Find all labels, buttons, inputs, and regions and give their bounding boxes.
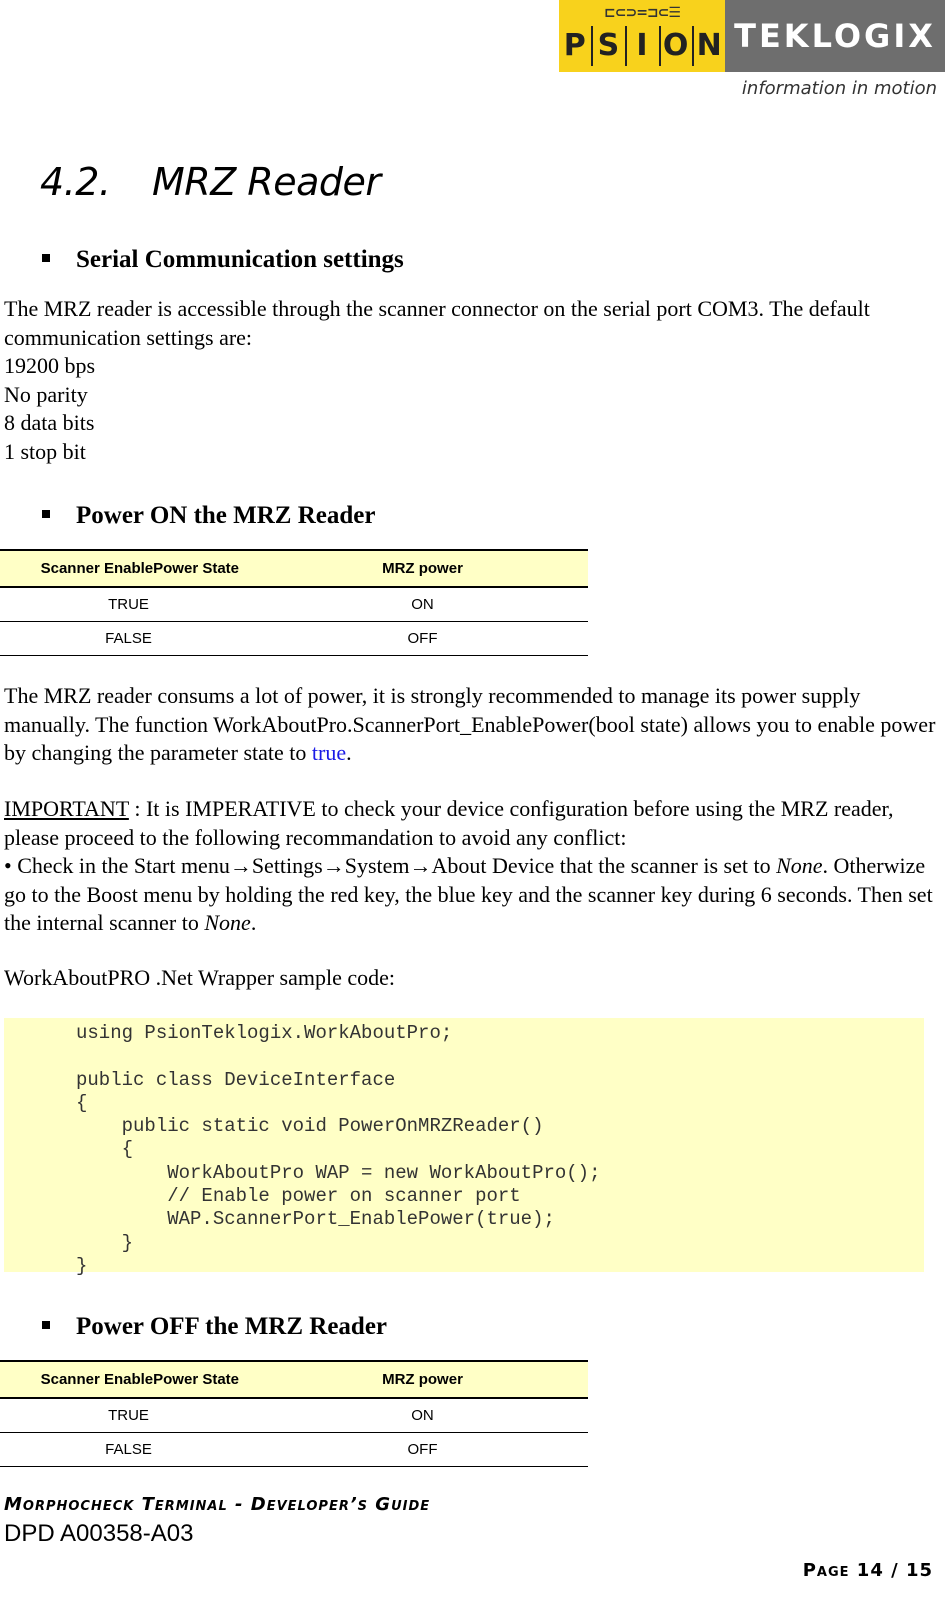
serial-paragraph <box>4 295 939 466</box>
table-cell: FALSE <box>105 630 152 647</box>
bullet-square-icon <box>42 254 50 262</box>
table-cell: TRUE <box>108 1407 149 1424</box>
section-title-text: MRZ Reader <box>152 160 381 204</box>
logo-letter: N <box>692 26 724 66</box>
table-row <box>0 1433 588 1467</box>
power-on-table <box>0 549 588 656</box>
table-cell: FALSE <box>105 1441 152 1458</box>
footer-doc-id: DPD A00358-A03 <box>4 1520 194 1547</box>
power-text: The MRZ reader consums a lot of power, it is strongly recommended to manage its power supply manually. The function WorkAboutPro.ScannerPort_EnablePower(bool state) allows you to enable power by changing the parameter state to <box>4 683 936 765</box>
logo-letter: S <box>591 26 623 66</box>
code-block <box>4 1018 924 1277</box>
power-recommendation <box>4 682 939 768</box>
psion-teklogix-logo <box>559 0 945 104</box>
important-body: : It is IMPERATIVE to check your device configuration before using the MRZ reader, please proceed to the following recommandation to avoid any conflict: <box>4 796 894 850</box>
table-header <box>0 1360 588 1399</box>
header-cell: Scanner EnablePower State <box>40 560 239 577</box>
section-number: 4.2. <box>40 160 111 204</box>
footer-title: Morphocheck Terminal - Developer’s Guide <box>4 1494 431 1515</box>
logo-tagline: information in motion <box>741 78 937 99</box>
none-value: None <box>204 910 251 935</box>
heading-serial-settings <box>42 246 404 274</box>
header-cell: Scanner EnablePower State <box>40 1371 239 1388</box>
page-number: Page 14 / 15 <box>802 1560 933 1581</box>
heading-text: Power ON the MRZ Reader <box>76 502 376 529</box>
heading-power-off <box>42 1313 387 1341</box>
setting-stop-bit: 1 stop bit <box>4 438 86 464</box>
table-cell: TRUE <box>108 596 149 613</box>
table-row <box>0 588 588 622</box>
setting-data-bits: 8 data bits <box>4 410 95 435</box>
table-header <box>0 549 588 588</box>
section-title <box>40 160 381 204</box>
heading-text: Serial Communication settings <box>76 246 404 273</box>
logo-letter: P <box>563 28 586 63</box>
important-label: IMPORTANT <box>4 796 129 821</box>
important-paragraph <box>4 795 939 938</box>
bullet-square-icon <box>42 1321 50 1329</box>
check-instructions <box>4 852 939 938</box>
logo-psion-letters <box>559 24 725 68</box>
table-row <box>0 622 588 656</box>
setting-parity: No parity <box>4 381 88 407</box>
serial-intro: The MRZ reader is accessible through the scanner connector on the serial port COM3. The default communication settings are: <box>4 296 870 350</box>
otherwise-text: . Otherwize go to the Boost menu by holding the red key, the blue key and the scanner key during 6 seconds. Then set the internal scanner to <box>4 853 933 935</box>
table-cell: OFF <box>407 630 438 647</box>
logo-letter: O <box>659 26 691 66</box>
code-text: using PsionTeklogix.WorkAboutPro; public class DeviceInterface { public static void PowerOnMRZReader() { WorkAboutPro WAP = new WorkAboutPro(); // Enable power on scanner port WAP.ScannerPort_EnablePower(true); } } <box>76 1022 601 1277</box>
logo-glyphs: ⊏⊂⊃=⊐⊂☰ <box>604 5 680 21</box>
bullet-square-icon <box>42 510 50 518</box>
table-row <box>0 1399 588 1433</box>
header-cell: MRZ power <box>382 1371 463 1388</box>
important-text <box>4 795 939 852</box>
heading-text: Power OFF the MRZ Reader <box>76 1313 388 1340</box>
check-text: • Check in the Start menu→Settings→System→About Device that the scanner is set to <box>4 853 777 878</box>
logo-yellow-block <box>559 0 725 72</box>
none-value: None <box>776 853 823 878</box>
end-dot: . <box>250 910 257 935</box>
logo-brand: TEKLOGIX <box>734 17 936 55</box>
sample-label: WorkAboutPRO .Net Wrapper sample code: <box>4 965 396 990</box>
header-cell: MRZ power <box>382 560 463 577</box>
true-keyword: true <box>311 740 347 765</box>
setting-baud: 19200 bps <box>4 353 96 378</box>
power-text-end: . <box>346 740 352 765</box>
table-cell: OFF <box>407 1441 438 1458</box>
table-cell: ON <box>411 1407 434 1424</box>
logo-letter: I <box>625 26 657 66</box>
heading-power-on <box>42 502 375 530</box>
power-paragraph <box>4 682 939 768</box>
power-off-table <box>0 1360 588 1467</box>
table-cell: ON <box>411 596 434 613</box>
